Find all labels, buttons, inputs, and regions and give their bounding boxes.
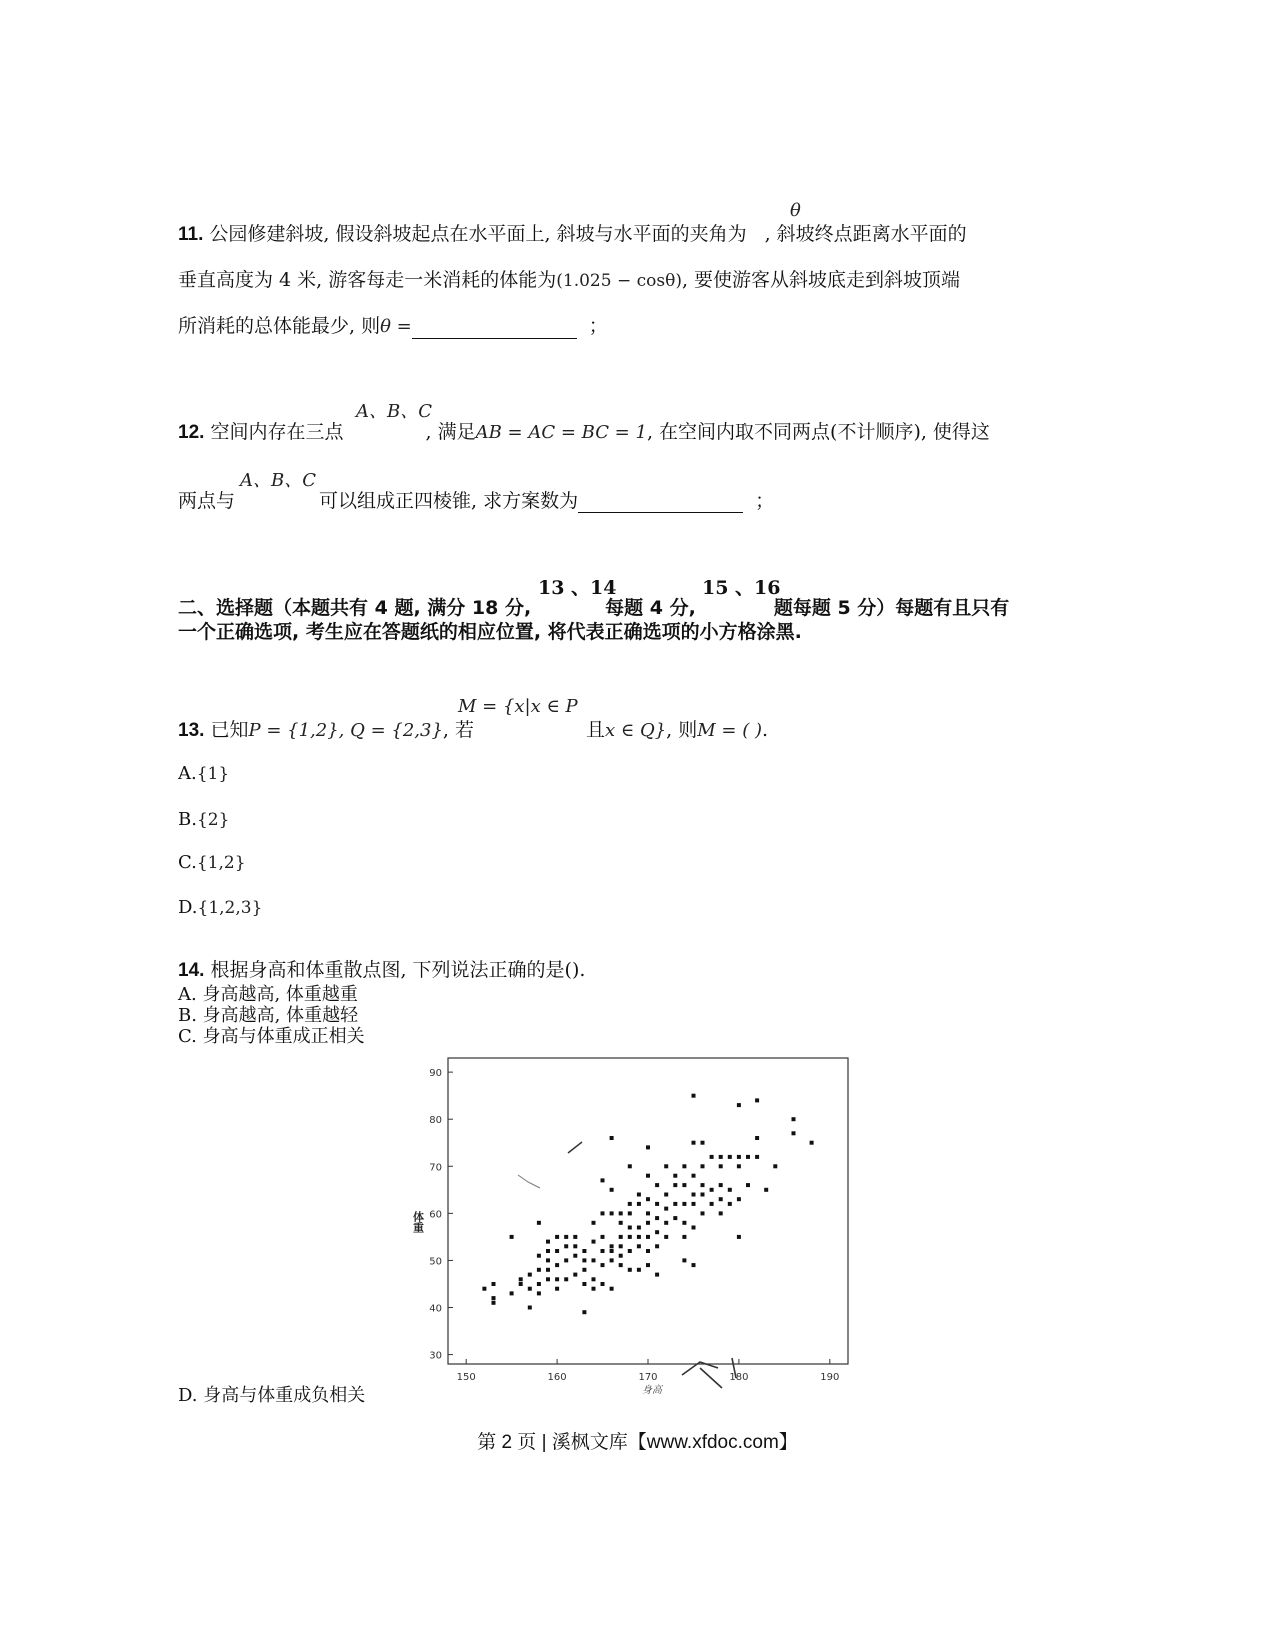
y-tick-label: 60	[429, 1209, 442, 1221]
scatter-point	[692, 1193, 696, 1197]
q12-answer-blank[interactable]	[578, 492, 743, 513]
q13-sets-pq: P = {1,2}, Q = {2,3}	[248, 720, 443, 741]
scatter-point	[628, 1164, 632, 1168]
scatter-point	[628, 1235, 632, 1239]
section-2-line-1	[178, 596, 1009, 620]
scatter-point	[655, 1202, 659, 1206]
scatter-point	[701, 1183, 705, 1187]
q13-option-b[interactable]	[178, 809, 229, 830]
plot-frame	[448, 1058, 848, 1364]
q13-text-c: 且	[586, 719, 606, 741]
scatter-point	[628, 1249, 632, 1253]
scatter-point	[537, 1221, 541, 1225]
scatter-point	[764, 1188, 768, 1192]
scatter-point	[655, 1230, 659, 1234]
q12-equal-sides: AB = AC = BC = 1	[475, 422, 647, 443]
scatter-point	[555, 1277, 559, 1281]
scatter-point	[701, 1211, 705, 1215]
q13-end-mark: .	[762, 719, 769, 741]
scatter-point	[510, 1291, 514, 1295]
q11-text-2b: , 要使游客从斜坡底走到斜坡顶端	[681, 269, 961, 291]
scatter-point	[737, 1235, 741, 1239]
scatter-point	[646, 1263, 650, 1267]
q12-line-2	[178, 489, 774, 513]
scatter-point	[637, 1235, 641, 1239]
q13-x-in-q: x ∈ Q}	[605, 720, 667, 741]
scatter-point	[737, 1155, 741, 1159]
q13-option-d[interactable]	[178, 897, 262, 918]
scatter-point	[692, 1226, 696, 1230]
scatter-point	[655, 1273, 659, 1277]
scatter-point	[719, 1183, 723, 1187]
x-tick-label: 190	[820, 1372, 840, 1383]
q11-line-1	[178, 222, 967, 247]
scatter-point	[637, 1202, 641, 1206]
scatter-point	[710, 1155, 714, 1159]
q13-option-b-label: B.	[178, 809, 197, 830]
scatter-point	[628, 1211, 632, 1215]
scatter-point	[546, 1240, 550, 1244]
scatter-point	[592, 1277, 596, 1281]
scatter-point	[537, 1254, 541, 1258]
q13-option-d-label: D.	[178, 897, 198, 918]
scatter-point	[546, 1249, 550, 1253]
scatter-point	[810, 1141, 814, 1145]
q13-set-definition-superscript: M = {x|x ∈ P	[458, 696, 578, 717]
q13-text-d: , 则	[666, 719, 698, 741]
q14-option-a[interactable]: A. 身高越高, 体重越重	[178, 984, 358, 1005]
scatter-point	[528, 1287, 532, 1291]
q13-text-a: 已知	[210, 719, 249, 741]
scatter-point	[637, 1244, 641, 1248]
q13-option-d-value: {1,2,3}	[197, 898, 263, 918]
scatter-point	[492, 1301, 496, 1305]
scatter-point	[601, 1282, 605, 1286]
q13-option-a-label: A.	[178, 763, 197, 784]
scatter-point	[528, 1273, 532, 1277]
scatter-point	[682, 1258, 686, 1262]
q13-option-c-label: C.	[178, 852, 197, 873]
scatter-point	[637, 1268, 641, 1272]
q12-text-1a: 空间内存在三点	[210, 421, 344, 443]
x-axis-label: 身高	[642, 1385, 662, 1396]
scatter-point	[728, 1188, 732, 1192]
q11-text-1b: , 斜坡终点距离水平面的	[764, 223, 967, 245]
scatter-point	[610, 1258, 614, 1262]
scatter-point	[792, 1131, 796, 1135]
q12-end-mark: ；	[755, 490, 775, 512]
scatter-point	[601, 1249, 605, 1253]
scatter-point	[628, 1226, 632, 1230]
y-tick-label: 50	[429, 1256, 442, 1268]
scatter-point	[610, 1287, 614, 1291]
scatter-point	[673, 1174, 677, 1178]
section-2-text-1a: 二、选择题（本题共有 4 题, 满分 18 分,	[178, 597, 532, 619]
q12-text-1b: , 满足	[425, 421, 476, 443]
scatter-point	[492, 1296, 496, 1300]
scatter-point	[582, 1268, 586, 1272]
q13-text-b: , 若	[442, 719, 475, 741]
scatter-point	[537, 1268, 541, 1272]
q11-theta-superscript: θ	[790, 200, 801, 221]
scatter-point	[673, 1183, 677, 1187]
scatter-point	[546, 1277, 550, 1281]
scatter-point	[546, 1268, 550, 1272]
q13-m-equals: M = ( )	[697, 720, 762, 741]
scatter-point	[682, 1235, 686, 1239]
scatter-point	[601, 1263, 605, 1267]
q13-option-a[interactable]	[178, 763, 229, 784]
q12-number: 12.	[178, 422, 205, 443]
scatter-point	[692, 1174, 696, 1178]
scatter-point	[619, 1211, 623, 1215]
scatter-point	[682, 1164, 686, 1168]
scatter-point	[482, 1287, 486, 1291]
q14-option-d[interactable]: D. 身高与体重成负相关	[178, 1385, 366, 1406]
scatter-point	[719, 1155, 723, 1159]
scatter-point	[746, 1155, 750, 1159]
scatter-point	[610, 1211, 614, 1215]
scatter-point	[646, 1174, 650, 1178]
y-tick-label: 30	[429, 1350, 442, 1362]
scatter-point	[682, 1202, 686, 1206]
scatter-point	[737, 1197, 741, 1201]
scatter-point	[719, 1211, 723, 1215]
q12-text-2b: 可以组成正四棱锥, 求方案数为	[319, 490, 579, 512]
scatter-point	[692, 1141, 696, 1145]
scatter-point	[673, 1202, 677, 1206]
scatter-point	[546, 1258, 550, 1262]
scatter-point	[519, 1277, 523, 1281]
scatter-point	[701, 1141, 705, 1145]
q11-end-mark: ；	[588, 315, 608, 337]
scatter-point	[619, 1244, 623, 1248]
scatter-point	[564, 1244, 568, 1248]
scatter-point	[746, 1183, 750, 1187]
q13-option-c[interactable]	[178, 852, 246, 873]
q13-option-c-value: {1,2}	[196, 853, 246, 873]
scatter-point	[664, 1221, 668, 1225]
scatter-point	[610, 1188, 614, 1192]
scatter-point	[555, 1249, 559, 1253]
scatter-point	[710, 1202, 714, 1206]
scatter-point	[710, 1188, 714, 1192]
scatter-point	[601, 1235, 605, 1239]
scatter-point	[573, 1273, 577, 1277]
scatter-point	[573, 1244, 577, 1248]
scatter-point	[646, 1249, 650, 1253]
scatter-point	[701, 1193, 705, 1197]
y-axis-label: 体重	[411, 1211, 425, 1233]
scatter-point	[564, 1258, 568, 1262]
scatter-point	[619, 1235, 623, 1239]
q11-theta-equals: θ =	[380, 316, 412, 337]
scatter-point	[528, 1306, 532, 1310]
y-tick-label: 70	[429, 1162, 442, 1174]
scatter-point	[592, 1221, 596, 1225]
scatter-point	[582, 1249, 586, 1253]
scatter-point	[555, 1287, 559, 1291]
q14-option-c[interactable]: C. 身高与体重成正相关	[178, 1026, 365, 1047]
scatter-point	[755, 1155, 759, 1159]
scatter-point	[692, 1094, 696, 1098]
scatter-point	[555, 1263, 559, 1267]
scatter-point	[564, 1277, 568, 1281]
scatter-point	[728, 1202, 732, 1206]
q12-text-1c: , 在空间内取不同两点(不计顺序), 使得这	[646, 421, 990, 443]
scatter-point	[646, 1235, 650, 1239]
scatter-point	[610, 1136, 614, 1140]
scatter-point	[664, 1235, 668, 1239]
section-2-text-1c: 题每题 5 分）每题有且只有	[773, 597, 1010, 619]
q14-option-b[interactable]: B. 身高越高, 体重越轻	[178, 1005, 359, 1026]
scatter-point	[682, 1221, 686, 1225]
scatter-point	[573, 1235, 577, 1239]
scatter-point	[655, 1244, 659, 1248]
scatter-point	[619, 1221, 623, 1225]
scatter-point	[664, 1207, 668, 1211]
page-footer: 第 2 页 | 溪枫文库【www.xfdoc.com】	[477, 1432, 798, 1453]
scatter-point	[664, 1193, 668, 1197]
scatter-point	[610, 1249, 614, 1253]
scatter-point	[619, 1263, 623, 1267]
scatter-point	[646, 1145, 650, 1149]
scatter-point	[701, 1164, 705, 1168]
scatter-point	[592, 1240, 596, 1244]
scatter-point	[537, 1282, 541, 1286]
q11-line-2	[178, 268, 960, 293]
q14-number: 14.	[178, 960, 205, 981]
x-tick-label: 170	[638, 1372, 658, 1383]
q12-abc-superscript-2: A、B、C	[240, 470, 316, 491]
scatter-point	[719, 1197, 723, 1201]
q11-text-2a: 垂直高度为 4 米, 游客每走一米消耗的体能为	[178, 269, 557, 291]
scatter-point	[719, 1164, 723, 1168]
scatter-point	[582, 1310, 586, 1314]
x-tick-label: 160	[547, 1372, 567, 1383]
scatter-point	[582, 1282, 586, 1286]
scatter-point	[692, 1263, 696, 1267]
scatter-point	[655, 1183, 659, 1187]
scatter-point	[755, 1136, 759, 1140]
q11-text-3a: 所消耗的总体能最少, 则	[178, 315, 381, 337]
scatter-point	[737, 1164, 741, 1168]
y-tick-label: 90	[429, 1068, 442, 1080]
q11-line-3	[178, 314, 608, 339]
scatter-point	[673, 1216, 677, 1220]
scatter-point	[610, 1244, 614, 1248]
q11-text-1a: 公园修建斜坡, 假设斜坡起点在水平面上, 斜坡与水平面的夹角为	[209, 223, 747, 245]
section-2-line-2: 一个正确选项, 考生应在答题纸的相应位置, 将代表正确选项的小方格涂黑.	[178, 621, 802, 643]
scatter-point	[564, 1235, 568, 1239]
scatter-point	[773, 1164, 777, 1168]
x-tick-label: 180	[729, 1372, 749, 1383]
scatter-point	[492, 1282, 496, 1286]
scatter-point	[792, 1117, 796, 1121]
scatter-point	[646, 1197, 650, 1201]
q13-stem	[178, 718, 768, 743]
q12-abc-superscript: A、B、C	[356, 401, 432, 422]
section-2-sup-15-16: 15 、16	[702, 577, 781, 599]
scatter-point	[601, 1178, 605, 1182]
scatter-point	[655, 1216, 659, 1220]
x-tick-label: 150	[456, 1372, 476, 1383]
q13-option-a-value: {1}	[196, 764, 230, 784]
scatter-point	[537, 1291, 541, 1295]
section-2-sup-13-14: 13 、14	[538, 577, 617, 599]
scatter-point	[728, 1155, 732, 1159]
q11-energy-formula: (1.025 − cosθ)	[556, 271, 682, 291]
scatter-point	[582, 1258, 586, 1262]
scatter-point	[592, 1258, 596, 1262]
q12-text-2a: 两点与	[178, 490, 236, 512]
scatter-point	[664, 1164, 668, 1168]
q11-answer-blank[interactable]	[412, 318, 577, 339]
y-tick-label: 80	[429, 1115, 442, 1127]
scatter-point	[737, 1103, 741, 1107]
q14-stem-text: 根据身高和体重散点图, 下列说法正确的是().	[210, 959, 586, 981]
q12-line-1	[178, 420, 990, 445]
scatter-point	[619, 1254, 623, 1258]
scatter-point	[510, 1235, 514, 1239]
scatter-point	[692, 1202, 696, 1206]
scatter-point	[646, 1211, 650, 1215]
scatter-point	[592, 1287, 596, 1291]
scatter-point	[628, 1202, 632, 1206]
scatter-point	[646, 1221, 650, 1225]
scatter-point	[755, 1098, 759, 1102]
scatter-point	[628, 1268, 632, 1272]
q13-option-b-value: {2}	[196, 810, 230, 830]
scatter-point	[519, 1282, 523, 1286]
scatter-point	[682, 1183, 686, 1187]
scatter-point	[573, 1254, 577, 1258]
y-tick-label: 40	[429, 1303, 442, 1315]
scatter-point	[601, 1211, 605, 1215]
height-weight-scatter-chart	[400, 1050, 860, 1400]
scatter-point	[555, 1235, 559, 1239]
section-2-text-1b: 每题 4 分,	[605, 597, 696, 619]
q13-number: 13.	[178, 720, 205, 741]
q11-number: 11.	[178, 224, 204, 245]
scatter-point	[637, 1226, 641, 1230]
scatter-point	[637, 1193, 641, 1197]
